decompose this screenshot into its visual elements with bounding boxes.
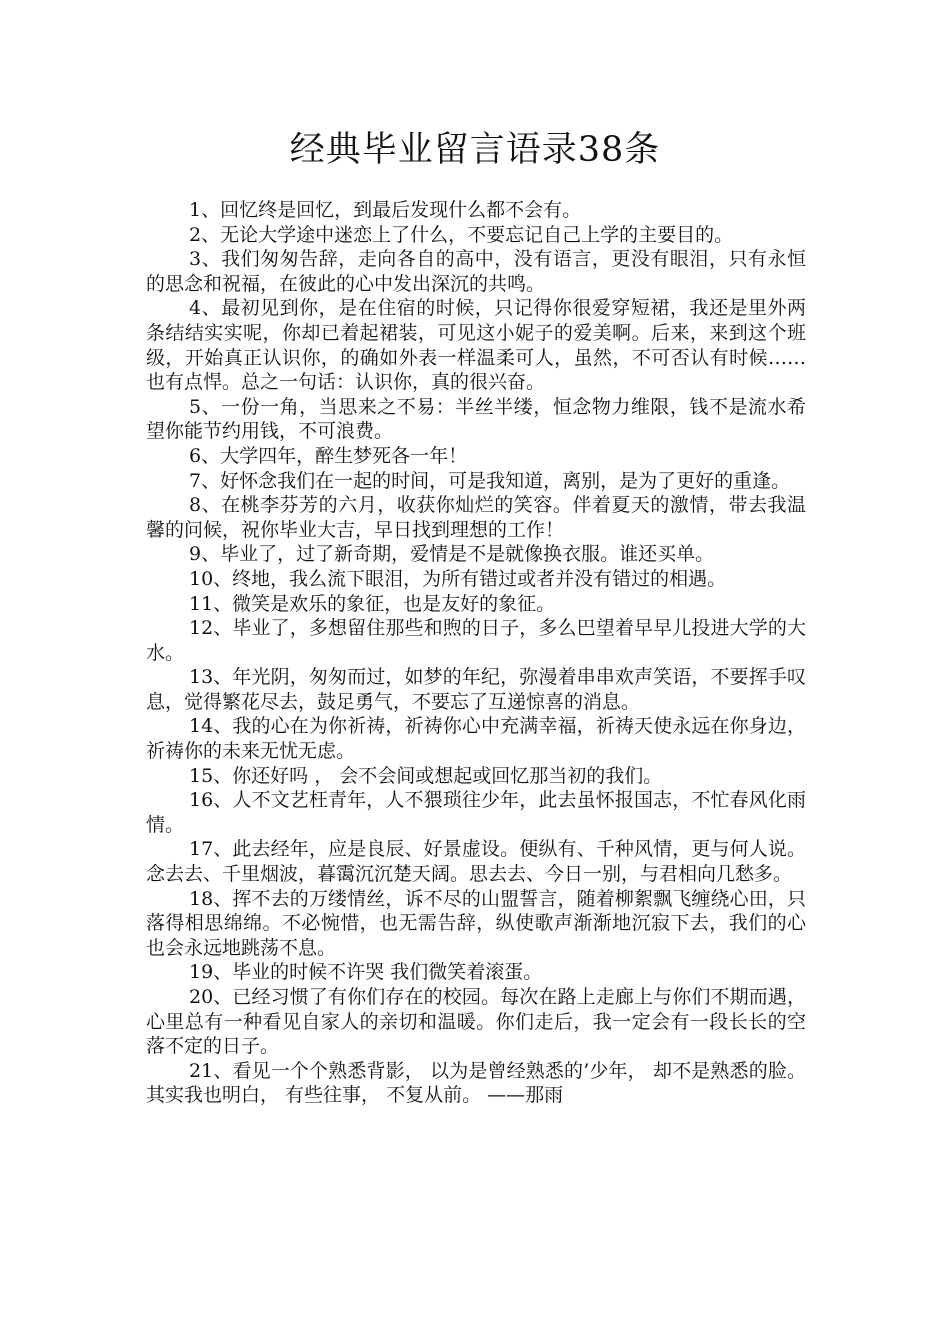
paragraph: 21、看见一个个熟悉背影， 以为是曾经熟悉的’少年， 却不是熟悉的脸。 其实我也明白， 有些往事， 不复从前。 ——那雨 (146, 1059, 806, 1107)
paragraph: 8、在桃李芬芳的六月，收获你灿烂的笑容。伴着夏天的激情，带去我温馨的问候，祝你毕业大吉，早日找到理想的工作！ (146, 494, 806, 541)
paragraph: 12、毕业了，多想留住那些和煦的日子，多么巴望着早早儿投进大学的大水。 (146, 617, 806, 664)
paragraph: 16、人不文艺枉青年，人不猥琐往少年，此去虽怀报国志，不忙春风化雨情。 (146, 789, 806, 836)
paragraph: 9、毕业了，过了新奇期，爱情是不是就像换衣服。谁还买单。 (189, 543, 715, 566)
document-title: 经典毕业留言语录38条 (289, 130, 661, 170)
paragraph: 1、回忆终是回忆，到最后发现什么都不会有。 (189, 199, 582, 221)
paragraph: 13、年光阴，匆匆而过，如梦的年纪，弥漫着串串欢声笑语，不要挥手叹息，觉得繁花尽去，鼓足勇气，不要忘了互递惊喜的消息。 (146, 666, 806, 713)
paragraph: 10、终地，我么流下眼泪，为所有错过或者并没有错过的相遇。 (189, 567, 727, 590)
paragraph: 2、无论大学途中迷恋上了什么，不要忘记自己上学的主要目的。 (189, 223, 734, 246)
paragraph: 20、已经习惯了有你们存在的校园。每次在路上走廊上与你们不期而遇，心里总有一种看见自家人的亲切和温暖。你们走后，我一定会有一段长长的空落不定的日子。 (146, 986, 806, 1058)
paragraph: 7、好怀念我们在一起的时间，可是我知道，离别，是为了更好的重逢。 (189, 469, 791, 492)
paragraph: 3、我们匆匆告辞，走向各自的高中，没有语言，更没有眼泪，只有永恒的思念和祝福，在彼此的心中发出深沉的共鸣。 (146, 248, 806, 295)
paragraph: 19、毕业的时候不许哭 我们微笑着滚蛋。 (189, 961, 543, 984)
paragraph: 11、微笑是欢乐的象征，也是友好的象征。 (189, 592, 556, 615)
paragraph: 14、我的心在为你祈祷，祈祷你心中充满幸福，祈祷天使永远在你身边，祈祷你的未来无忧无虑。 (146, 715, 806, 763)
paragraph: 15、你还好吗 ， 会不会间或想起或回忆那当初的我们。 (189, 764, 663, 787)
paragraph: 4、最初见到你，是在住宿的时候，只记得你很爱穿短裙，我还是里外两条结结实实呢，你却已着起裙装，可见这小妮子的爱美啊。后来，来到这个班级，开始真正认识你，的确如外表一样温柔可人，虽然，不可否认有时候……也有点悍。总之一句话：认识你，真的很兴奋。 (146, 297, 806, 394)
paragraph: 5、一份一角，当思来之不易：半丝半缕，恒念物力维限，钱不是流水希望你能节约用钱，不可浪费。 (146, 395, 806, 443)
paragraph: 17、此去经年，应是良辰、好景虚设。便纵有、千种风情，更与何人说。念去去、千里烟波，暮霭沉沉楚天阔。思去去、今日一别，与君相向几愁多。 (146, 838, 806, 886)
document-body (146, 198, 806, 1108)
paragraph: 18、挥不去的万缕情丝，诉不尽的山盟誓言，随着柳絮飘飞缠绕心田，只落得相思绵绵。不必惋惜，也无需告辞，纵使歌声渐渐地沉寂下去，我们的心也会永远地跳荡不息。 (146, 887, 806, 959)
paragraph: 6、大学四年，醉生梦死各一年！ (189, 444, 468, 467)
